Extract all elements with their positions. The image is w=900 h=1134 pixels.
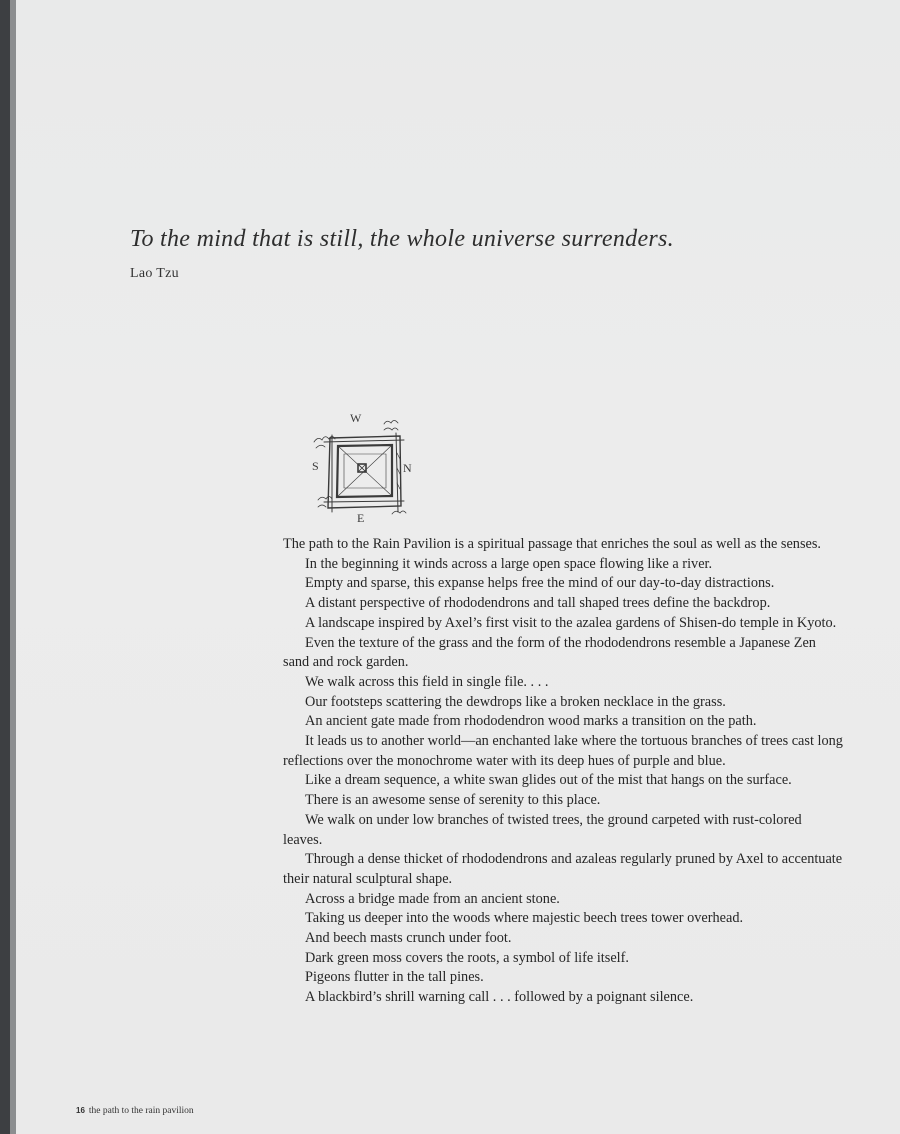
paragraph: An ancient gate made from rhododendron wood marks a transition on the path. bbox=[305, 713, 757, 730]
paragraph: We walk on under low branches of twisted trees, the ground carpeted with rust-colored leaves. bbox=[283, 811, 802, 848]
sketch-label-n: N bbox=[403, 461, 412, 475]
paragraph: Our footsteps scattering the dewdrops like a broken necklace in the grass. bbox=[305, 693, 726, 710]
paragraph: A distant perspective of rhododendrons and tall shaped trees define the backdrop. bbox=[305, 595, 771, 612]
epigraph-author: Lao Tzu bbox=[130, 266, 179, 281]
paragraph: And beech masts crunch under foot. bbox=[305, 930, 512, 947]
sketch-label-s: S bbox=[312, 459, 319, 473]
paragraph: The path to the Rain Pavilion is a spiritual passage that enriches the soul as well as the senses. bbox=[283, 536, 821, 552]
paragraph: A blackbird’s shrill warning call . . . followed by a poignant silence. bbox=[305, 989, 694, 1006]
pavilion-sketch bbox=[292, 408, 412, 528]
body-text bbox=[283, 535, 843, 1008]
sketch-label-e: E bbox=[357, 511, 365, 525]
paragraph: We walk across this field in single file. . . . bbox=[305, 673, 549, 690]
paragraph: Across a bridge made from an ancient stone. bbox=[305, 890, 560, 907]
paragraph: It leads us to another world—an enchanted lake where the tortuous branches of trees cast long reflections over the monochrome water with its deep hues of purple and blue. bbox=[283, 733, 843, 769]
paragraph: Taking us deeper into the woods where majestic beech trees tower overhead. bbox=[305, 910, 744, 927]
paragraph: Even the texture of the grass and the form of the rhododendrons resemble a Japanese Zen sand and rock garden. bbox=[283, 634, 816, 671]
book-binding bbox=[0, 0, 10, 1134]
paragraph: Like a dream sequence, a white swan glides out of the mist that hangs on the surface. bbox=[305, 772, 792, 789]
paragraph: Pigeons flutter in the tall pines. bbox=[305, 969, 484, 986]
sketch-label-w: W bbox=[350, 411, 362, 425]
paragraph: Through a dense thicket of rhododendrons and azaleas regularly pruned by Axel to accentuate their natural sculptural shape. bbox=[283, 851, 843, 887]
paragraph: Empty and sparse, this expanse helps free the mind of our day-to-day distractions. bbox=[305, 575, 775, 592]
book-page bbox=[16, 0, 900, 1134]
epigraph-quote: To the mind that is still, the whole universe surrenders. bbox=[130, 226, 674, 252]
paragraph: In the beginning it winds across a large open space flowing like a river. bbox=[305, 555, 713, 572]
paragraph: There is an awesome sense of serenity to this place. bbox=[305, 792, 601, 809]
running-title: the path to the rain pavilion bbox=[88, 1106, 194, 1116]
page-number: 16 bbox=[76, 1106, 85, 1115]
page-footer bbox=[76, 1106, 194, 1116]
paragraph: A landscape inspired by Axel’s first visit to the azalea gardens of Shisen-do temple in Kyoto. bbox=[305, 614, 837, 631]
paragraph: Dark green moss covers the roots, a symbol of life itself. bbox=[305, 949, 629, 966]
